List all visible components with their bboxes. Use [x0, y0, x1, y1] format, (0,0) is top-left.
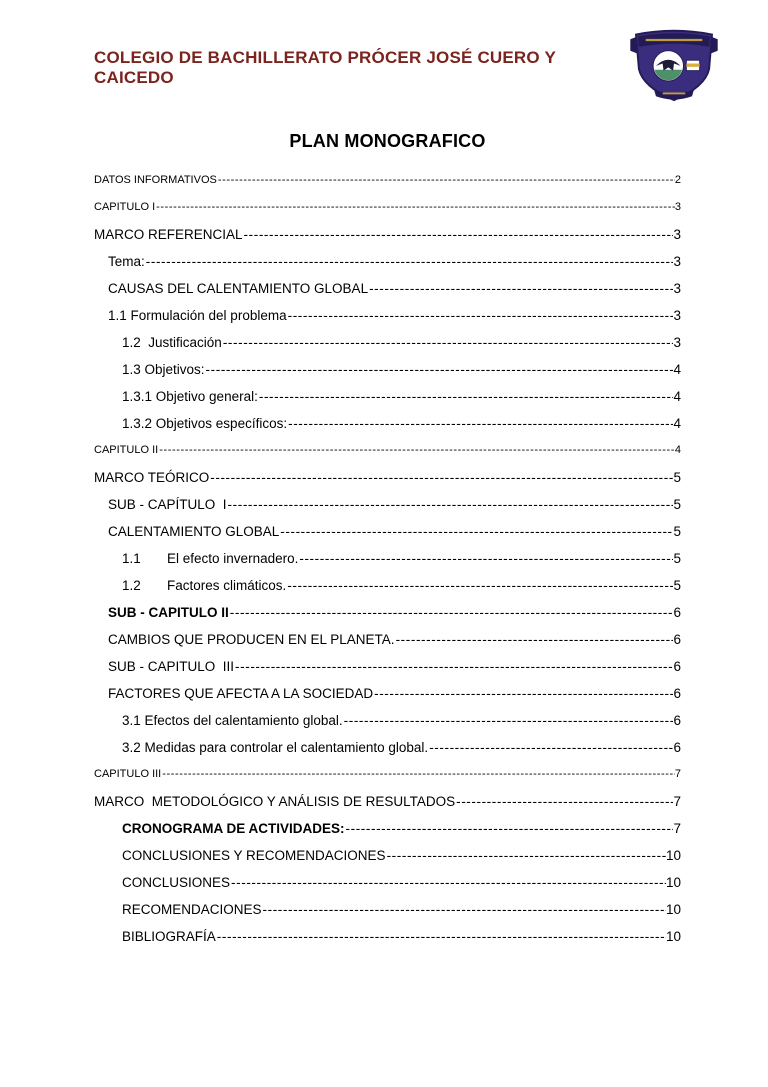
toc-entry [94, 518, 681, 545]
dash-leader [229, 599, 674, 626]
toc-entry-page: 3 [673, 308, 681, 324]
toc-entry-page: 5 [673, 578, 681, 594]
toc-entry-page: 6 [673, 659, 681, 675]
dash-leader [205, 356, 674, 383]
toc-entry-page: 10 [665, 929, 681, 945]
dash-leader [345, 815, 674, 842]
dash-leader [428, 734, 673, 761]
toc-entry-label: DATOS INFORMATIVOS [94, 174, 217, 187]
dash-leader [209, 464, 673, 491]
toc-entry-label: CAUSAS DEL CALENTAMIENTO GLOBAL [108, 281, 369, 297]
toc-entry-label: CALENTAMIENTO GLOBAL [108, 524, 280, 540]
toc-entry-page: 4 [674, 444, 681, 457]
toc-entry [94, 599, 681, 626]
toc-entry-label: 3.2 Medidas para controlar el calentamiento global. [122, 740, 429, 756]
toc-entry-label: CAPITULO II [94, 444, 159, 457]
toc-entry-label: MARCO REFERENCIAL [94, 227, 243, 243]
toc-entry [94, 221, 681, 248]
toc-entry [94, 815, 681, 842]
toc-entry [94, 248, 681, 275]
toc-entry [94, 653, 681, 680]
toc-entry-page: 4 [673, 416, 681, 432]
toc-entry-label: 1.2 Justificación [122, 335, 222, 351]
toc-entry-page: 3 [673, 335, 681, 351]
toc-entry-page: 7 [674, 768, 681, 781]
toc-entry-label: Tema: [108, 254, 145, 270]
toc-entry-label: BIBLIOGRAFÍA [122, 929, 216, 945]
toc-entry [94, 734, 681, 761]
toc-entry [94, 383, 681, 410]
dash-leader [145, 248, 674, 275]
toc-entry-label: FACTORES QUE AFECTA A LA SOCIEDAD [108, 686, 374, 702]
toc-entry [94, 329, 681, 356]
toc-entry-page: 5 [673, 551, 681, 567]
toc-entry-page: 5 [673, 524, 681, 540]
toc-entry-label: 1.3.1 Objetivo general: [122, 389, 258, 405]
toc-entry-label: MARCO METODOLÓGICO Y ANÁLISIS DE RESULTADOS [94, 794, 456, 810]
toc-entry [94, 626, 681, 653]
dash-leader [395, 626, 674, 653]
dash-leader [230, 869, 666, 896]
toc-entry-page: 3 [673, 254, 681, 270]
toc-entry-label: SUB - CAPITULO III [108, 659, 235, 675]
toc-entry-page: 3 [673, 227, 681, 243]
toc-entry-page: 7 [673, 794, 681, 810]
toc-entry [94, 491, 681, 518]
toc-entry-page: 10 [665, 902, 681, 918]
toc-entry [94, 869, 681, 896]
toc-entry [94, 545, 681, 572]
toc-entry-label: SUB - CAPITULO II [108, 605, 229, 621]
dash-leader [222, 329, 674, 356]
toc-entry-label: CONCLUSIONES Y RECOMENDACIONES [122, 848, 386, 864]
toc-entry [94, 167, 681, 194]
toc-entry-page: 5 [673, 470, 681, 486]
dash-leader [243, 221, 674, 248]
dash-leader [216, 923, 666, 950]
toc-entry [94, 410, 681, 437]
dash-leader [158, 437, 675, 464]
document-body [94, 131, 681, 950]
toc-entry-page: 5 [673, 497, 681, 513]
document-title: PLAN MONOGRAFICO [289, 131, 486, 152]
toc-entry-label: SUB - CAPÍTULO I [108, 497, 227, 513]
toc-entry-page: 4 [673, 362, 681, 378]
table-of-contents [94, 167, 681, 950]
toc-entry [94, 707, 681, 734]
dash-leader [455, 788, 673, 815]
dash-leader [227, 491, 674, 518]
dash-leader [234, 653, 673, 680]
toc-entry-label: CONCLUSIONES [122, 875, 231, 891]
dash-leader [343, 707, 674, 734]
toc-entry-label: 1.3 Objetivos: [122, 362, 205, 378]
dash-leader [286, 572, 673, 599]
toc-entry [94, 194, 681, 221]
toc-entry-label: 1.1 Formulación del problema [108, 308, 287, 324]
dash-leader [279, 518, 673, 545]
toc-entry [94, 761, 681, 788]
toc-entry [94, 356, 681, 383]
document-header [0, 0, 768, 87]
toc-entry-page: 6 [673, 632, 681, 648]
dash-leader [287, 410, 673, 437]
toc-entry-label: 1.2 Factores climáticos. [122, 578, 287, 594]
toc-entry-page: 7 [673, 821, 681, 837]
toc-entry-page: 3 [673, 281, 681, 297]
toc-entry [94, 464, 681, 491]
toc-entry-label: CRONOGRAMA DE ACTIVIDADES: [122, 821, 345, 837]
toc-entry-label: MARCO TEÓRICO [94, 470, 210, 486]
toc-entry-label: RECOMENDACIONES [122, 902, 262, 918]
toc-entry-page: 6 [673, 686, 681, 702]
toc-entry [94, 896, 681, 923]
toc-entry [94, 680, 681, 707]
toc-entry-page: 6 [673, 740, 681, 756]
toc-entry [94, 842, 681, 869]
dash-leader [298, 545, 673, 572]
toc-entry-label: CAPITULO I [94, 201, 156, 214]
toc-entry [94, 302, 681, 329]
toc-entry-label: CAPITULO III [94, 768, 162, 781]
dash-leader [368, 275, 673, 302]
toc-entry [94, 923, 681, 950]
toc-entry-label: 1.1 El efecto invernadero. [122, 551, 299, 567]
toc-entry-label: 1.3.2 Objetivos específicos: [122, 416, 288, 432]
toc-entry-label: CAMBIOS QUE PRODUCEN EN EL PLANETA. [108, 632, 395, 648]
toc-entry [94, 275, 681, 302]
dash-leader [262, 896, 666, 923]
toc-entry-page: 6 [673, 713, 681, 729]
toc-entry-label: 3.1 Efectos del calentamiento global. [122, 713, 343, 729]
dash-leader [161, 761, 675, 788]
toc-entry [94, 437, 681, 464]
dash-leader [287, 302, 674, 329]
dash-leader [386, 842, 666, 869]
dash-leader [217, 167, 675, 194]
toc-entry-page: 4 [673, 389, 681, 405]
toc-entry-page: 6 [673, 605, 681, 621]
dash-leader [258, 383, 674, 410]
school-crest-icon [624, 26, 724, 102]
school-name: COLEGIO DE BACHILLERATO PRÓCER JOSÉ CUERO Y CAICEDO [94, 48, 556, 87]
toc-entry-page: 10 [665, 848, 681, 864]
toc-entry-page: 2 [674, 174, 681, 187]
toc-entry [94, 788, 681, 815]
toc-entry-page: 3 [674, 201, 681, 214]
dash-leader [155, 194, 675, 221]
toc-entry [94, 572, 681, 599]
dash-leader [373, 680, 673, 707]
toc-entry-page: 10 [665, 875, 681, 891]
